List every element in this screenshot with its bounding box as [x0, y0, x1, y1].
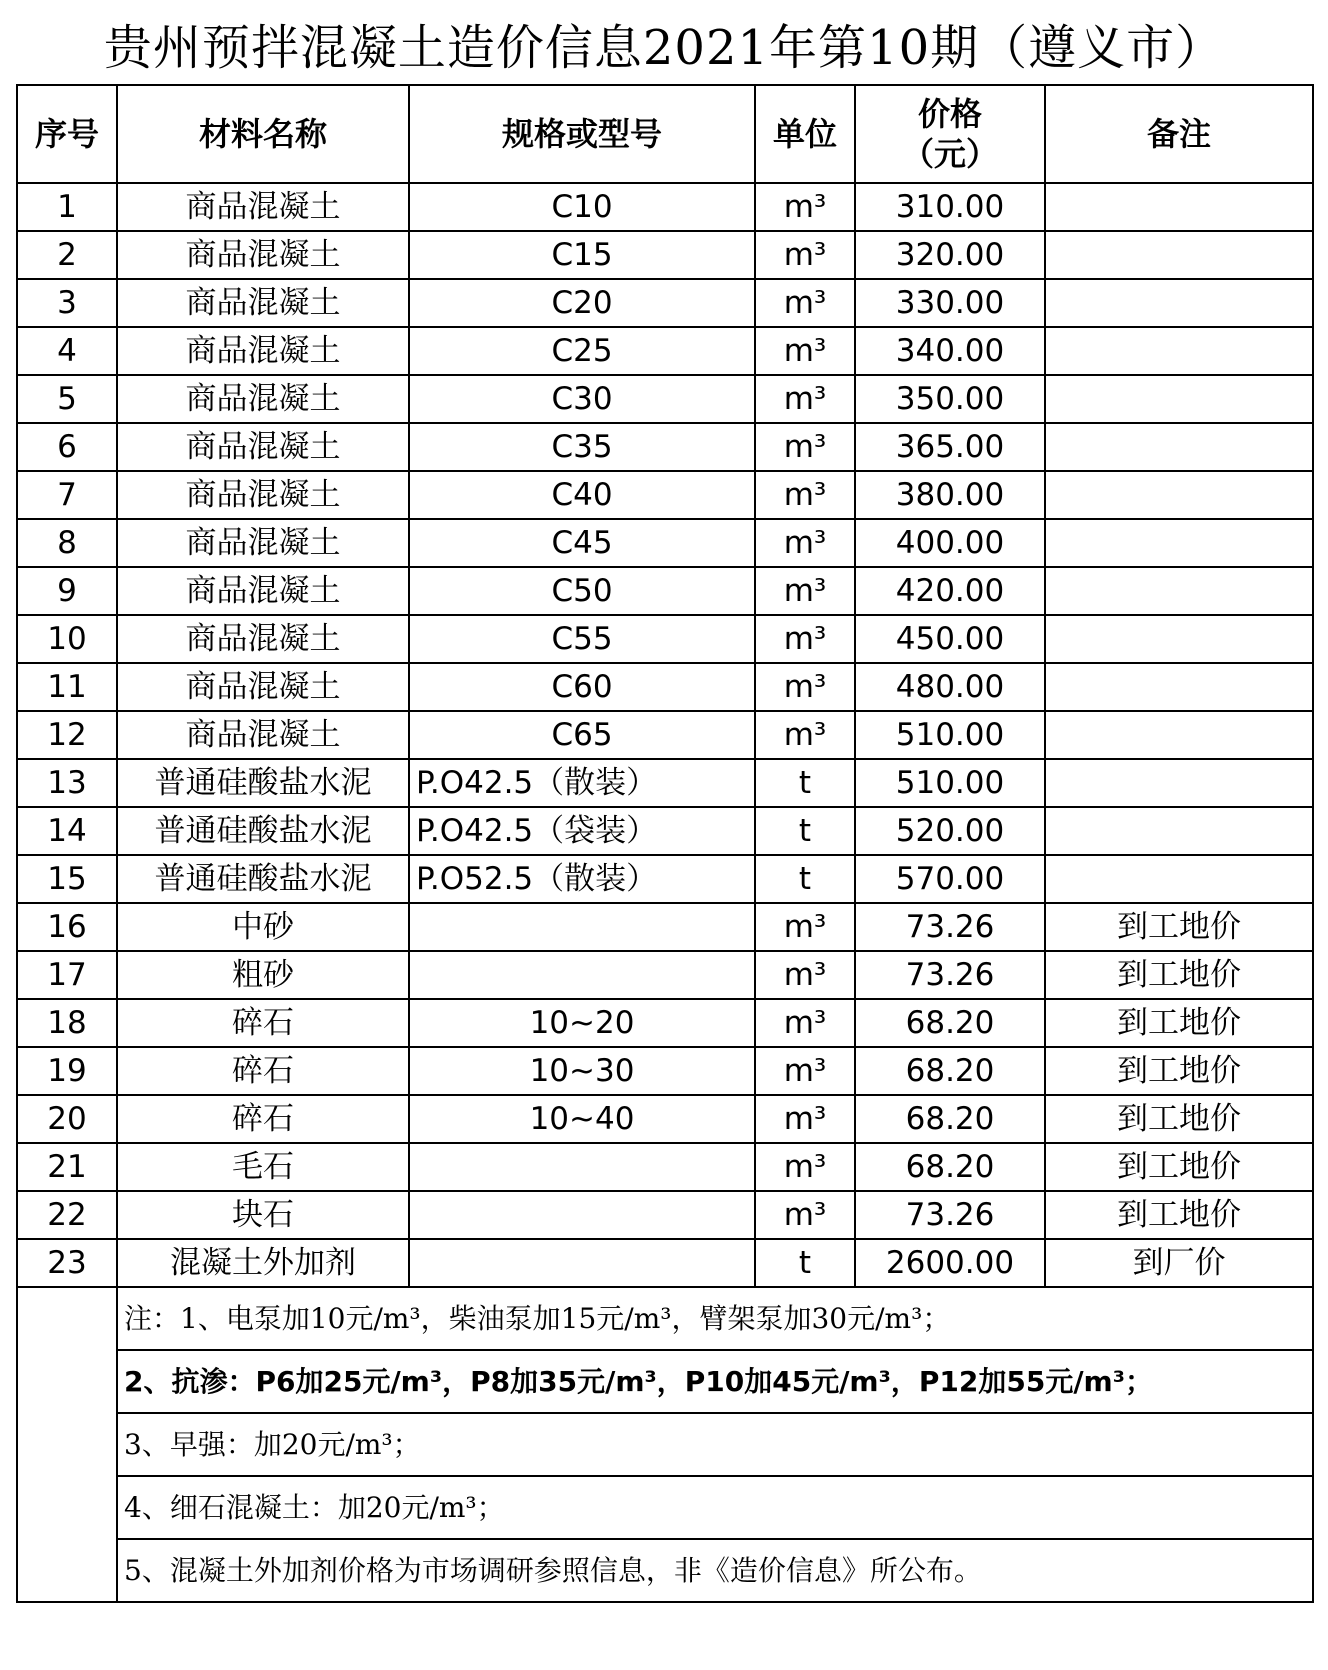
cell-unit: m³	[755, 567, 855, 615]
cell-remark	[1045, 759, 1313, 807]
cell-unit: m³	[755, 183, 855, 231]
cell-material-name: 商品混凝土	[117, 423, 409, 471]
note-row	[17, 1413, 1313, 1476]
cell-index: 11	[17, 663, 117, 711]
cell-spec	[409, 1191, 755, 1239]
cell-price: 320.00	[855, 231, 1045, 279]
table-row	[17, 1047, 1313, 1095]
cell-remark	[1045, 471, 1313, 519]
note-row	[17, 1350, 1313, 1413]
cell-index: 6	[17, 423, 117, 471]
table-row	[17, 1095, 1313, 1143]
table-row	[17, 567, 1313, 615]
cell-material-name: 商品混凝土	[117, 567, 409, 615]
cell-remark	[1045, 855, 1313, 903]
table-row	[17, 327, 1313, 375]
cell-material-name: 混凝土外加剂	[117, 1239, 409, 1287]
cell-price: 73.26	[855, 1191, 1045, 1239]
cell-spec	[409, 951, 755, 999]
cell-index: 17	[17, 951, 117, 999]
cell-index: 18	[17, 999, 117, 1047]
cell-unit: t	[755, 855, 855, 903]
table-row	[17, 279, 1313, 327]
cell-material-name: 商品混凝土	[117, 183, 409, 231]
cell-spec	[409, 1143, 755, 1191]
note-text: 注：1、电泵加10元/m³，柴油泵加15元/m³，臂架泵加30元/m³；	[117, 1287, 1313, 1350]
cell-material-name: 商品混凝土	[117, 519, 409, 567]
cell-index: 5	[17, 375, 117, 423]
table-row	[17, 183, 1313, 231]
cell-price: 510.00	[855, 759, 1045, 807]
cell-unit: m³	[755, 999, 855, 1047]
cell-index: 13	[17, 759, 117, 807]
table-row	[17, 423, 1313, 471]
cell-unit: m³	[755, 903, 855, 951]
note-blank-cell	[17, 1287, 117, 1602]
cell-index: 16	[17, 903, 117, 951]
cell-unit: t	[755, 807, 855, 855]
cell-price: 570.00	[855, 855, 1045, 903]
table-row	[17, 1191, 1313, 1239]
cell-remark: 到工地价	[1045, 1047, 1313, 1095]
cell-spec: C55	[409, 615, 755, 663]
cell-price: 350.00	[855, 375, 1045, 423]
cell-unit: m³	[755, 279, 855, 327]
cell-unit: m³	[755, 1191, 855, 1239]
table-row	[17, 903, 1313, 951]
header-price	[855, 85, 1045, 183]
cell-price: 68.20	[855, 1047, 1045, 1095]
cell-index: 7	[17, 471, 117, 519]
header-spec: 规格或型号	[409, 85, 755, 183]
table-row	[17, 471, 1313, 519]
cell-remark	[1045, 711, 1313, 759]
cell-price: 450.00	[855, 615, 1045, 663]
cell-spec: C25	[409, 327, 755, 375]
cell-unit: m³	[755, 375, 855, 423]
cell-index: 19	[17, 1047, 117, 1095]
cell-price: 68.20	[855, 1143, 1045, 1191]
cell-spec: 10~30	[409, 1047, 755, 1095]
cell-index: 20	[17, 1095, 117, 1143]
cell-index: 1	[17, 183, 117, 231]
cell-price: 480.00	[855, 663, 1045, 711]
cell-material-name: 商品混凝土	[117, 279, 409, 327]
table-row	[17, 1239, 1313, 1287]
cell-remark	[1045, 423, 1313, 471]
cell-price: 365.00	[855, 423, 1045, 471]
table-row	[17, 375, 1313, 423]
cell-index: 10	[17, 615, 117, 663]
table-row	[17, 231, 1313, 279]
cell-index: 9	[17, 567, 117, 615]
table-row	[17, 711, 1313, 759]
price-sheet	[16, 12, 1312, 1603]
header-index: 序号	[17, 85, 117, 183]
cell-price: 520.00	[855, 807, 1045, 855]
note-row	[17, 1287, 1313, 1350]
note-row	[17, 1539, 1313, 1602]
header-unit: 单位	[755, 85, 855, 183]
table-row	[17, 519, 1313, 567]
cell-index: 2	[17, 231, 117, 279]
cell-remark: 到工地价	[1045, 903, 1313, 951]
cell-index: 23	[17, 1239, 117, 1287]
cell-remark: 到工地价	[1045, 999, 1313, 1047]
cell-material-name: 商品混凝土	[117, 375, 409, 423]
cell-price: 380.00	[855, 471, 1045, 519]
cell-remark	[1045, 327, 1313, 375]
cell-spec: C20	[409, 279, 755, 327]
cell-spec: C50	[409, 567, 755, 615]
cell-spec: 10~20	[409, 999, 755, 1047]
cell-remark: 到工地价	[1045, 1095, 1313, 1143]
cell-spec: C35	[409, 423, 755, 471]
cell-unit: m³	[755, 471, 855, 519]
cell-unit: t	[755, 759, 855, 807]
table-row	[17, 855, 1313, 903]
cell-remark	[1045, 231, 1313, 279]
cell-price: 400.00	[855, 519, 1045, 567]
cell-material-name: 普通硅酸盐水泥	[117, 855, 409, 903]
header-price-line2: （元）	[901, 135, 998, 173]
table-row	[17, 615, 1313, 663]
price-table	[16, 84, 1314, 1603]
cell-unit: m³	[755, 1095, 855, 1143]
note-text: 4、细石混凝土：加20元/m³；	[117, 1476, 1313, 1539]
cell-material-name: 普通硅酸盐水泥	[117, 807, 409, 855]
cell-material-name: 中砂	[117, 903, 409, 951]
cell-remark	[1045, 807, 1313, 855]
cell-spec: P.O42.5（袋装）	[409, 807, 755, 855]
cell-index: 4	[17, 327, 117, 375]
cell-remark	[1045, 615, 1313, 663]
table-header-row	[17, 85, 1313, 183]
cell-spec: C10	[409, 183, 755, 231]
cell-unit: m³	[755, 423, 855, 471]
cell-unit: m³	[755, 1047, 855, 1095]
cell-spec: C40	[409, 471, 755, 519]
table-row	[17, 807, 1313, 855]
cell-index: 21	[17, 1143, 117, 1191]
cell-material-name: 碎石	[117, 1095, 409, 1143]
cell-spec	[409, 1239, 755, 1287]
cell-spec: P.O52.5（散装）	[409, 855, 755, 903]
cell-remark: 到工地价	[1045, 951, 1313, 999]
cell-price: 510.00	[855, 711, 1045, 759]
page-title: 贵州预拌混凝土造价信息2021年第10期（遵义市）	[103, 20, 1225, 76]
header-name: 材料名称	[117, 85, 409, 183]
cell-remark: 到工地价	[1045, 1143, 1313, 1191]
cell-price: 310.00	[855, 183, 1045, 231]
table-row	[17, 999, 1313, 1047]
note-text: 5、混凝土外加剂价格为市场调研参照信息，非《造价信息》所公布。	[117, 1539, 1313, 1602]
cell-remark: 到工地价	[1045, 1191, 1313, 1239]
cell-price: 68.20	[855, 1095, 1045, 1143]
cell-index: 3	[17, 279, 117, 327]
cell-spec: 10~40	[409, 1095, 755, 1143]
cell-unit: m³	[755, 951, 855, 999]
cell-remark: 到厂价	[1045, 1239, 1313, 1287]
cell-unit: m³	[755, 663, 855, 711]
cell-spec: C30	[409, 375, 755, 423]
cell-unit: t	[755, 1239, 855, 1287]
note-text: 2、抗渗：P6加25元/m³，P8加35元/m³，P10加45元/m³，P12加55元/m³；	[117, 1350, 1313, 1413]
cell-price: 2600.00	[855, 1239, 1045, 1287]
cell-remark	[1045, 183, 1313, 231]
cell-material-name: 商品混凝土	[117, 615, 409, 663]
table-row	[17, 663, 1313, 711]
note-row	[17, 1476, 1313, 1539]
cell-spec: C45	[409, 519, 755, 567]
cell-spec: P.O42.5（散装）	[409, 759, 755, 807]
table-row	[17, 951, 1313, 999]
cell-spec: C15	[409, 231, 755, 279]
cell-price: 68.20	[855, 999, 1045, 1047]
cell-unit: m³	[755, 519, 855, 567]
cell-index: 12	[17, 711, 117, 759]
table-body	[17, 183, 1313, 1602]
cell-unit: m³	[755, 231, 855, 279]
cell-material-name: 碎石	[117, 1047, 409, 1095]
table-row	[17, 1143, 1313, 1191]
cell-unit: m³	[755, 1143, 855, 1191]
cell-material-name: 商品混凝土	[117, 327, 409, 375]
cell-material-name: 商品混凝土	[117, 663, 409, 711]
cell-material-name: 毛石	[117, 1143, 409, 1191]
cell-index: 14	[17, 807, 117, 855]
cell-spec	[409, 903, 755, 951]
cell-material-name: 商品混凝土	[117, 231, 409, 279]
cell-price: 420.00	[855, 567, 1045, 615]
cell-remark	[1045, 567, 1313, 615]
header-price-line1: 价格	[917, 95, 982, 133]
cell-remark	[1045, 375, 1313, 423]
cell-index: 22	[17, 1191, 117, 1239]
cell-material-name: 商品混凝土	[117, 471, 409, 519]
cell-remark	[1045, 663, 1313, 711]
cell-unit: m³	[755, 327, 855, 375]
cell-spec: C65	[409, 711, 755, 759]
cell-spec: C60	[409, 663, 755, 711]
cell-material-name: 碎石	[117, 999, 409, 1047]
cell-index: 8	[17, 519, 117, 567]
cell-index: 15	[17, 855, 117, 903]
cell-unit: m³	[755, 615, 855, 663]
cell-material-name: 块石	[117, 1191, 409, 1239]
cell-remark	[1045, 519, 1313, 567]
cell-material-name: 普通硅酸盐水泥	[117, 759, 409, 807]
cell-remark	[1045, 279, 1313, 327]
header-remark: 备注	[1045, 85, 1313, 183]
cell-material-name: 粗砂	[117, 951, 409, 999]
note-text: 3、早强：加20元/m³；	[117, 1413, 1313, 1476]
cell-unit: m³	[755, 711, 855, 759]
cell-material-name: 商品混凝土	[117, 711, 409, 759]
cell-price: 73.26	[855, 951, 1045, 999]
cell-price: 330.00	[855, 279, 1045, 327]
table-row	[17, 759, 1313, 807]
cell-price: 73.26	[855, 903, 1045, 951]
cell-price: 340.00	[855, 327, 1045, 375]
